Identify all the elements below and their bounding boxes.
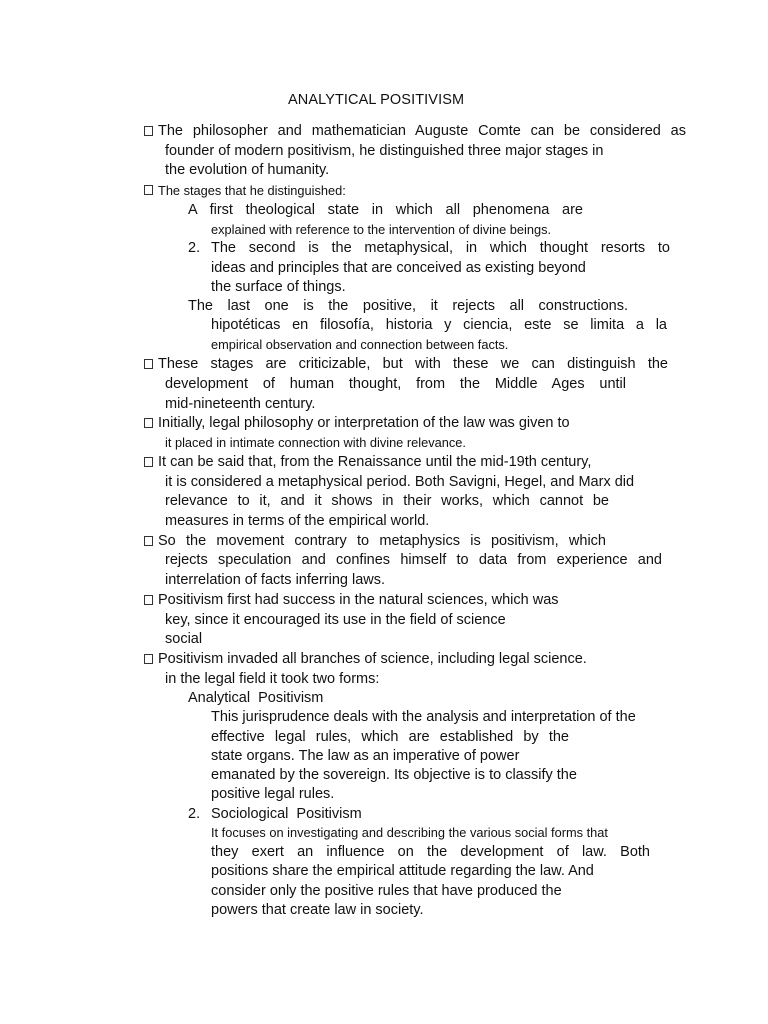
bullet-box-icon xyxy=(144,359,153,369)
form-line: powers that create law in society. xyxy=(211,902,424,918)
paragraph-line: These stages are criticizable, but with these we can distinguish the xyxy=(158,356,668,372)
paragraph-line: interrelation of facts inferring laws. xyxy=(165,572,386,588)
form-line: effective legal rules, which are established by the xyxy=(211,729,569,745)
paragraph-line: Positivism first had success in the natural sciences, which was xyxy=(158,592,559,608)
bullet-box-icon xyxy=(144,654,153,664)
paragraph-line: social xyxy=(165,631,203,647)
paragraph-line: It can be said that, from the Renaissance until the mid-19th century, xyxy=(158,454,592,470)
paragraph-line: relevance to it, and it shows in their works, which cannot be xyxy=(165,493,609,509)
stage-line: the surface of things. xyxy=(211,279,346,295)
form-line: positions share the empirical attitude regarding the law. And xyxy=(211,863,594,879)
form-line: This jurisprudence deals with the analysis and interpretation of the xyxy=(211,709,636,725)
paragraph-line: the evolution of humanity. xyxy=(165,162,330,178)
stage-line: The second is the metaphysical, in which thought resorts to xyxy=(211,240,670,256)
form-heading: Sociological Positivism xyxy=(211,806,362,822)
bullet-box-icon xyxy=(144,595,153,605)
paragraph-line: mid-nineteenth century. xyxy=(165,396,316,412)
bullet-box-icon xyxy=(144,185,153,195)
paragraph-line: Initially, legal philosophy or interpretation of the law was given to xyxy=(158,415,570,431)
paragraph-line: Positivism invaded all branches of science, including legal science. xyxy=(158,651,587,667)
stage-line: The last one is the positive, it rejects all constructions. xyxy=(188,298,628,314)
paragraph-line: So the movement contrary to metaphysics is positivism, which xyxy=(158,533,606,549)
stage-line: empirical observation and connection between facts. xyxy=(211,337,509,352)
form-line: positive legal rules. xyxy=(211,786,335,802)
form-line: It focuses on investigating and describing the various social forms that xyxy=(211,825,608,840)
stage-line: ideas and principles that are conceived as existing beyond xyxy=(211,260,586,276)
stage-line: hipotéticas en filosofía, historia y ciencia, este se limita a la xyxy=(211,317,667,333)
bullet-box-icon xyxy=(144,457,153,467)
paragraph-line: founder of modern positivism, he distinguished three major stages in xyxy=(165,143,604,159)
form-line: state organs. The law as an imperative of power xyxy=(211,748,520,764)
form-heading: Analytical Positivism xyxy=(188,690,324,706)
bullet-box-icon xyxy=(144,418,153,428)
paragraph-line: in the legal field it took two forms: xyxy=(165,671,380,687)
form-number: 2. xyxy=(188,806,201,822)
document-title: ANALYTICAL POSITIVISM xyxy=(288,92,465,108)
form-line: they exert an influence on the development of law. Both xyxy=(211,844,650,860)
stage-line: A first theological state in which all phenomena are xyxy=(188,202,583,218)
paragraph-line: key, since it encouraged its use in the field of science xyxy=(165,612,506,628)
paragraph-line: measures in terms of the empirical world. xyxy=(165,513,430,529)
stage-line: explained with reference to the intervention of divine beings. xyxy=(211,222,552,237)
stage-number: 2. xyxy=(188,240,201,256)
paragraph-line: development of human thought, from the Middle Ages until xyxy=(165,376,626,392)
paragraph-line: rejects speculation and confines himself to data from experience and xyxy=(165,552,662,568)
paragraph-line: The stages that he distinguished: xyxy=(158,183,346,198)
paragraph-line: The philosopher and mathematician Auguste Comte can be considered as xyxy=(158,123,686,139)
form-line: emanated by the sovereign. Its objective is to classify the xyxy=(211,767,577,783)
form-line: consider only the positive rules that have produced the xyxy=(211,883,562,899)
bullet-box-icon xyxy=(144,536,153,546)
paragraph-line: it is considered a metaphysical period. Both Savigni, Hegel, and Marx did xyxy=(165,474,635,490)
bullet-box-icon xyxy=(144,126,153,136)
paragraph-line: it placed in intimate connection with divine relevance. xyxy=(165,435,466,450)
